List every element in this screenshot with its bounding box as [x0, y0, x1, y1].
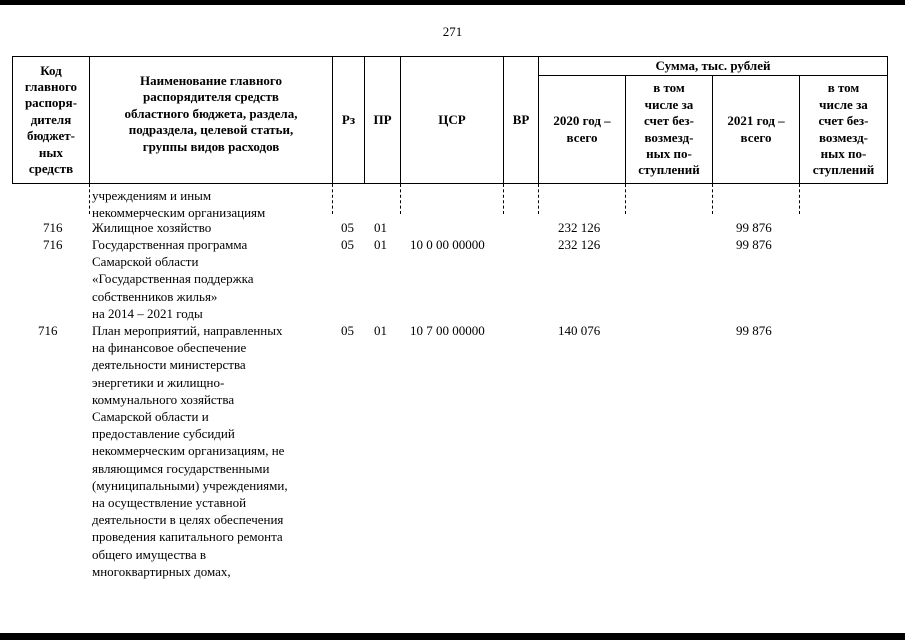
row-3-rz: 05 [341, 323, 354, 338]
dash-line-5 [503, 184, 505, 214]
row-2-name: Государственная программа Самарской области «Государственная поддержка собственников жилья» на 2014 – 2021 годы [92, 237, 254, 321]
header-2021-total: 2021 год – всего [727, 113, 785, 145]
header-vr: ВР [512, 111, 530, 127]
row-3-csr: 10 7 00 00000 [410, 323, 485, 338]
header-sum: Сумма, тыс. рублей [655, 57, 771, 73]
row-2-code: 716 [43, 237, 63, 252]
row-1-rz: 05 [341, 220, 354, 235]
row-1-sum-2020: 232 126 [558, 220, 601, 235]
row-3-name: План мероприятий, направленных на финансовое обеспечение деятельности министерства энергетики и жилищно- коммунального хозяйства Самарской области и предоставление субсидий некоммерческим организациям, не являющимся государственными (муниципальными) учреждениями, на осуществление уставной деятельности в целях обеспечения проведения капитального ремонта общего имущества в многоквартирных домах, [92, 323, 288, 579]
header-code: Код главного распоря- дителя бюджет- ных средств [24, 62, 78, 177]
row-1-pr: 01 [374, 220, 387, 235]
dash-line-4 [400, 184, 402, 214]
header-2020-total: 2020 год – всего [553, 113, 611, 145]
bottom-border [0, 633, 905, 640]
row-2-csr: 10 0 00 00000 [410, 237, 485, 252]
top-border [0, 0, 905, 5]
row-2-sum-2021: 99 876 [736, 237, 772, 252]
row-0-name: учреждениям и иным некоммерческим организациям [92, 188, 266, 221]
header-pr: ПР [373, 111, 392, 127]
dash-line-6 [538, 184, 540, 214]
row-1-name: Жилищное хозяйство [92, 220, 212, 235]
col-line-10 [887, 56, 888, 184]
row-1-code: 716 [43, 220, 63, 235]
header-2021-incl: в том числе за счет без- возмезд- ных по- ступлений [812, 80, 875, 178]
row-2-rz: 05 [341, 237, 354, 252]
header-csr: ЦСР [438, 111, 466, 127]
row-3-code: 716 [38, 323, 58, 338]
dash-line-9 [799, 184, 801, 214]
header-2020-incl: в том числе за счет без- возмезд- ных по- ступлений [638, 80, 700, 178]
row-3-pr: 01 [374, 323, 387, 338]
row-2-pr: 01 [374, 237, 387, 252]
header-name: Наименование главного распорядителя средств областного бюджета, раздела, подраздела, целевой статьи, группы видов расходов [124, 73, 298, 154]
dash-line-7 [625, 184, 627, 214]
header-bottom-line [12, 183, 888, 184]
page-number: 271 [442, 24, 463, 39]
dash-line-2 [332, 184, 334, 214]
row-1-sum-2021: 99 876 [736, 220, 772, 235]
header-rz: Рз [341, 111, 356, 127]
dash-line-1 [89, 184, 91, 214]
row-2-sum-2020: 232 126 [558, 237, 601, 252]
row-3-sum-2021: 99 876 [736, 323, 772, 338]
row-3-sum-2020: 140 076 [558, 323, 601, 338]
dash-line-8 [712, 184, 714, 214]
